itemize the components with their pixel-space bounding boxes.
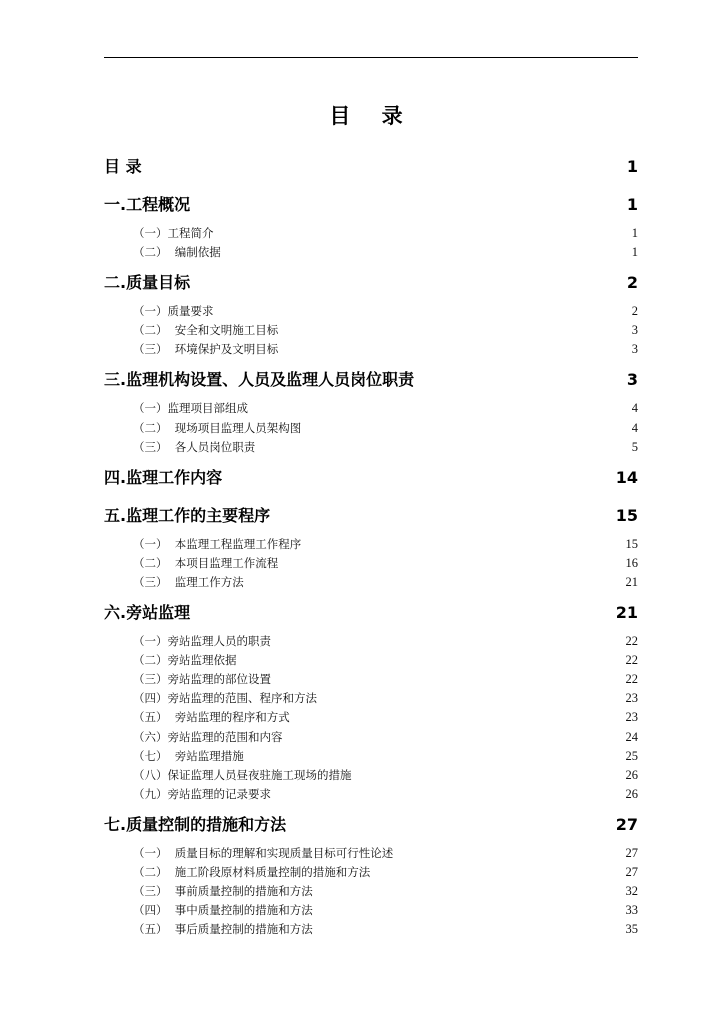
toc-section-entry[interactable] xyxy=(104,594,638,632)
toc-subsection-page-number: 33 xyxy=(625,903,638,918)
toc-subsection-label: （二） 施工阶段原材料质量控制的措施和方法 xyxy=(133,864,371,879)
toc-section-page-number: 14 xyxy=(615,467,638,487)
toc-section-label: 五.监理工作的主要程序 xyxy=(104,505,271,525)
toc-section-label: 七.质量控制的措施和方法 xyxy=(104,814,287,834)
toc-subsection-label: （七） 旁站监理措施 xyxy=(133,748,244,763)
toc-subsection-label: （一） 本监理工程监理工作程序 xyxy=(133,536,302,551)
toc-section-entry[interactable] xyxy=(104,264,638,302)
toc-subsection-page-number: 5 xyxy=(631,439,638,454)
toc-section-page-number: 3 xyxy=(626,370,638,390)
toc-subsection-entry[interactable] xyxy=(104,689,638,708)
toc-subsection-label: （二）旁站监理依据 xyxy=(133,653,237,668)
toc-subsection-entry[interactable] xyxy=(104,901,638,920)
toc-section-label: 六.旁站监理 xyxy=(104,603,191,623)
toc-subsection-page-number: 15 xyxy=(625,536,638,551)
toc-subsection-entry[interactable] xyxy=(104,920,638,939)
toc-section-entry[interactable] xyxy=(104,806,638,844)
toc-subsection-label: （二） 本项目监理工作流程 xyxy=(133,555,279,570)
toc-subsection-page-number: 22 xyxy=(625,634,638,649)
toc-subsection-entry[interactable] xyxy=(104,554,638,573)
toc-section-label: 三.监理机构设置、人员及监理人员岗位职责 xyxy=(104,370,415,390)
toc-subsection-label: （一）质量要求 xyxy=(133,304,214,319)
toc-subsection-entry[interactable] xyxy=(104,399,638,418)
toc-subsection-page-number: 27 xyxy=(625,845,638,860)
toc-subsection-label: （四）旁站监理的范围、程序和方法 xyxy=(133,691,317,706)
toc-section-entry[interactable] xyxy=(104,459,638,497)
toc-section-label: 一.工程概况 xyxy=(104,195,191,214)
toc-section-page-number: 2 xyxy=(626,273,638,293)
toc-subsection-entry[interactable] xyxy=(104,863,638,882)
toc-subsection-label: （一） 质量目标的理解和实现质量目标可行性论述 xyxy=(133,845,394,860)
toc-subsection-entry[interactable] xyxy=(104,651,638,670)
toc-section-label: 二.质量目标 xyxy=(104,273,191,293)
toc-subsection-page-number: 22 xyxy=(625,672,638,687)
page-title: 目 录 xyxy=(329,104,415,128)
toc-section-page-number: 21 xyxy=(615,603,638,623)
toc-subsection-entry[interactable] xyxy=(104,882,638,901)
toc-subsection-page-number: 23 xyxy=(625,710,638,725)
toc-subsection-label: （二） 安全和文明施工目标 xyxy=(133,323,279,338)
toc-subsection-label: （三） 各人员岗位职责 xyxy=(133,439,256,454)
toc-subsection-label: （三） 事前质量控制的措施和方法 xyxy=(133,884,313,899)
toc-subsection-entry[interactable] xyxy=(104,302,638,321)
toc-subsection-label: （四） 事中质量控制的措施和方法 xyxy=(133,903,313,918)
toc-subsection-page-number: 3 xyxy=(631,323,638,338)
toc-subsection-page-number: 24 xyxy=(625,729,638,744)
toc-subsection-page-number: 32 xyxy=(625,884,638,899)
toc-subsection-label: （八）保证监理人员昼夜驻施工现场的措施 xyxy=(133,767,352,782)
toc-subsection-page-number: 26 xyxy=(625,767,638,782)
toc-subsection-entry[interactable] xyxy=(104,224,638,243)
toc-subsection-page-number: 16 xyxy=(625,555,638,570)
toc-subsection-label: （三）旁站监理的部位设置 xyxy=(133,672,271,687)
toc-subsection-page-number: 2 xyxy=(631,304,638,319)
toc-section-page-number: 15 xyxy=(615,505,638,525)
toc-section-page-number: 27 xyxy=(615,814,638,834)
toc-subsection-label: （一）旁站监理人员的职责 xyxy=(133,634,271,649)
toc-subsection-entry[interactable] xyxy=(104,632,638,651)
toc-section-entry[interactable] xyxy=(104,186,638,224)
toc-subsection-label: （五） 旁站监理的程序和方式 xyxy=(133,710,290,725)
toc-subsection-entry[interactable] xyxy=(104,708,638,727)
toc-subsection-label: （一）监理项目部组成 xyxy=(133,401,248,416)
toc-subsection-entry[interactable] xyxy=(104,573,638,592)
header-rule xyxy=(104,57,638,58)
toc-subsection-page-number: 25 xyxy=(625,748,638,763)
toc-subsection-page-number: 21 xyxy=(625,574,638,589)
toc-subsection-page-number: 4 xyxy=(631,420,638,435)
toc-subsection-label: （二） 现场项目监理人员架构图 xyxy=(133,420,302,435)
toc-subsection-page-number: 27 xyxy=(625,864,638,879)
toc-subsection-page-number: 1 xyxy=(631,226,638,240)
toc-subsection-page-number: 3 xyxy=(631,342,638,357)
toc-subsection-entry[interactable] xyxy=(104,728,638,747)
toc-subsection-entry[interactable] xyxy=(104,438,638,457)
toc-subsection-entry[interactable] xyxy=(104,844,638,863)
toc-section-entry[interactable] xyxy=(104,361,638,399)
toc-subsection-entry[interactable] xyxy=(104,419,638,438)
toc-subsection-label: （三） 监理工作方法 xyxy=(133,574,244,589)
toc-subsection-entry[interactable] xyxy=(104,670,638,689)
toc-section-entry[interactable] xyxy=(104,497,638,535)
toc-subsection-label: （六）旁站监理的范围和内容 xyxy=(133,729,283,744)
toc-subsection-page-number: 23 xyxy=(625,691,638,706)
table-of-contents xyxy=(104,148,638,941)
toc-subsection-page-number: 1 xyxy=(631,245,638,260)
toc-subsection-page-number: 4 xyxy=(631,401,638,416)
toc-section-label: 四.监理工作内容 xyxy=(104,467,223,487)
toc-subsection-entry[interactable] xyxy=(104,321,638,340)
toc-section-entry[interactable] xyxy=(104,148,638,186)
toc-subsection-page-number: 26 xyxy=(625,786,638,801)
toc-subsection-entry[interactable] xyxy=(104,340,638,359)
toc-subsection-entry[interactable] xyxy=(104,243,638,262)
toc-subsection-page-number: 22 xyxy=(625,653,638,668)
toc-subsection-label: （三） 环境保护及文明目标 xyxy=(133,342,279,357)
toc-subsection-entry[interactable] xyxy=(104,747,638,766)
toc-subsection-entry[interactable] xyxy=(104,535,638,554)
toc-subsection-entry[interactable] xyxy=(104,766,638,785)
toc-subsection-entry[interactable] xyxy=(104,785,638,804)
toc-subsection-label: （二） 编制依据 xyxy=(133,245,221,260)
toc-subsection-label: （九）旁站监理的记录要求 xyxy=(133,786,271,801)
toc-section-page-number: 1 xyxy=(626,195,638,214)
toc-section-page-number: 1 xyxy=(626,157,638,176)
toc-section-label: 目 录 xyxy=(104,157,142,176)
toc-subsection-label: （五） 事后质量控制的措施和方法 xyxy=(133,922,313,937)
toc-subsection-page-number: 35 xyxy=(625,922,638,937)
toc-subsection-label: （一）工程简介 xyxy=(133,226,214,240)
